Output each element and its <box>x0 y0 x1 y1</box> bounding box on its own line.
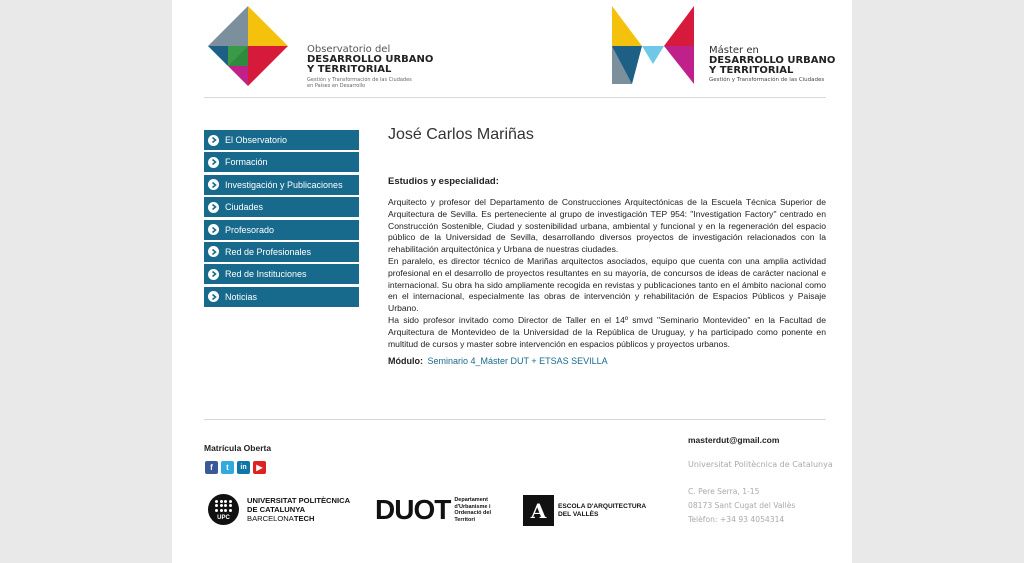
enrollment-link[interactable]: Matrícula Oberta <box>204 443 272 453</box>
sidebar-item-observatorio[interactable] <box>204 130 359 150</box>
bio-paragraph: Arquitecto y profesor del Departamento de Construcciones Arquitectónicas de la Escuela Técnica Superior de Arquitectura de Sevilla. Es perteneciente al grupo de investigación TEP 954: "Investigation Factory" centrado en Construcción Sostenible, Ciudad y sostenibilidad urbana, ambiental y funcional y en la regeneración del espacio público de la Universidad de Sevilla, desarrollando diversos proyectos de investigación relacionados con la rehabilitación arquitectónica y Urbana de nuestras ciudades. <box>388 197 826 255</box>
section-heading: Estudios y especialidad: <box>388 176 499 187</box>
university-name: Universitat Politècnica de Catalunya <box>688 460 833 469</box>
sidebar-item-label: Noticias <box>225 291 258 302</box>
master-logo[interactable] <box>612 6 694 84</box>
facebook-icon[interactable]: f <box>205 461 218 474</box>
module-link[interactable]: Seminario 4_Máster DUT + ETSAS SEVILLA <box>427 356 608 367</box>
sidebar-item-label: Formación <box>225 157 268 168</box>
logo-right-line3: Y TERRITORIAL <box>709 65 794 76</box>
module-line <box>388 356 826 366</box>
sidebar-item-formacion[interactable] <box>204 152 359 172</box>
bio-paragraph: En paralelo, es director técnico de Mariñas arquitectos asociados, equipo que cuenta con una amplia actividad profesional en el desarrollo de proyectos resultantes en su mayoría, de concursos de ideas de carácter nacional e internacional. Su obra ha sido ampliamente recogida en revistas y publicaciones tanto en el ámbito nacional como en el internacional, especialmente las obras de intervención y rehabilitación de Espacios Públicos y Paisaje Urbano. <box>388 255 826 314</box>
logo-right-line2: DESARROLLO URBANO <box>709 55 836 66</box>
chevron-right-icon <box>208 135 219 146</box>
sidebar-item-label: Red de Instituciones <box>225 269 307 280</box>
sidebar-item-label: El Observatorio <box>225 135 288 145</box>
eav-logo-text: ESCOLA D'ARQUITECTURA DEL VALLÈS <box>558 502 647 518</box>
page-title: José Carlos Mariñas <box>388 126 534 143</box>
sidebar-item-investigacion[interactable] <box>204 175 359 195</box>
main-content <box>388 126 826 366</box>
sidebar-item-noticias[interactable] <box>204 287 359 307</box>
chevron-right-icon <box>208 179 219 190</box>
address-line: C. Pere Serra, 1-15 <box>688 487 760 496</box>
linkedin-icon[interactable]: in <box>237 461 250 474</box>
observatorio-logo[interactable] <box>208 6 288 86</box>
chevron-right-icon <box>208 202 219 213</box>
upc-logo-text: UNIVERSITAT POLITÈCNICA DE CATALUNYA BARCELONATECH <box>247 496 351 523</box>
observatorio-logo-text <box>307 44 433 89</box>
logo-right-subtitle: Gestión y Transformación de las Ciudades <box>709 77 825 83</box>
social-links <box>205 461 266 474</box>
duot-wordmark: DUOT <box>375 494 451 525</box>
eav-mark-icon: A <box>523 495 554 526</box>
chevron-right-icon <box>208 246 219 257</box>
eav-logo[interactable] <box>523 495 646 526</box>
chevron-right-icon <box>208 291 219 302</box>
logo-left-line1: Observatorio del <box>307 44 391 55</box>
chevron-right-icon <box>208 224 219 235</box>
master-logo-text <box>709 45 835 84</box>
bio-paragraph: Ha sido profesor invitado como Director de Taller en el 14º smvd "Seminario Montevideo" en la Facultad de Arquitectura de Montevideo de la Universidad de la República de Uruguay, y ha participado como ponente en multitud de cursos y master sobre intervención en espacios públicos y proyectos urbanos. <box>388 314 826 349</box>
logo-left-line2: DESARROLLO URBANO <box>307 54 434 65</box>
sidebar-item-label: Red de Profesionales <box>225 246 312 257</box>
bio-text <box>388 197 826 350</box>
sidebar-item-profesorado[interactable] <box>204 220 359 240</box>
sidebar-item-ciudades[interactable] <box>204 197 359 217</box>
twitter-icon[interactable]: t <box>221 461 234 474</box>
module-label: Módulo: <box>388 356 423 367</box>
chevron-right-icon <box>208 157 219 168</box>
header-divider <box>204 97 826 98</box>
address-city: 08173 Sant Cugat del Vallès <box>688 501 796 510</box>
duot-logo[interactable] <box>375 496 491 524</box>
contact-block <box>688 435 838 527</box>
contact-email[interactable]: masterdut@gmail.com <box>688 435 780 445</box>
duot-logo-text: Departament d'Urbanisme i Ordenació del Territori <box>454 497 492 523</box>
youtube-icon[interactable]: ▶ <box>253 461 266 474</box>
sidebar-item-label: Investigación y Publicaciones <box>225 179 343 190</box>
sidebar-nav <box>204 130 359 309</box>
sidebar-item-red-profesionales[interactable] <box>204 242 359 262</box>
logo-left-subtitle: Gestión y Transformación de las Ciudades en Países en Desarrollo <box>307 77 412 89</box>
logo-left-line3: Y TERRITORIAL <box>307 64 392 75</box>
sidebar-item-label: Profesorado <box>225 224 275 235</box>
sidebar-item-red-instituciones[interactable] <box>204 264 359 284</box>
upc-seal-icon: UPC <box>208 494 239 525</box>
upc-logo[interactable] <box>208 494 350 525</box>
footer-divider <box>204 419 826 420</box>
logo-right-line1: Máster en <box>709 45 759 56</box>
phone-number: Telèfon: +34 93 4054314 <box>688 515 785 524</box>
chevron-right-icon <box>208 269 219 280</box>
sidebar-item-label: Ciudades <box>225 202 264 213</box>
page <box>172 0 852 563</box>
